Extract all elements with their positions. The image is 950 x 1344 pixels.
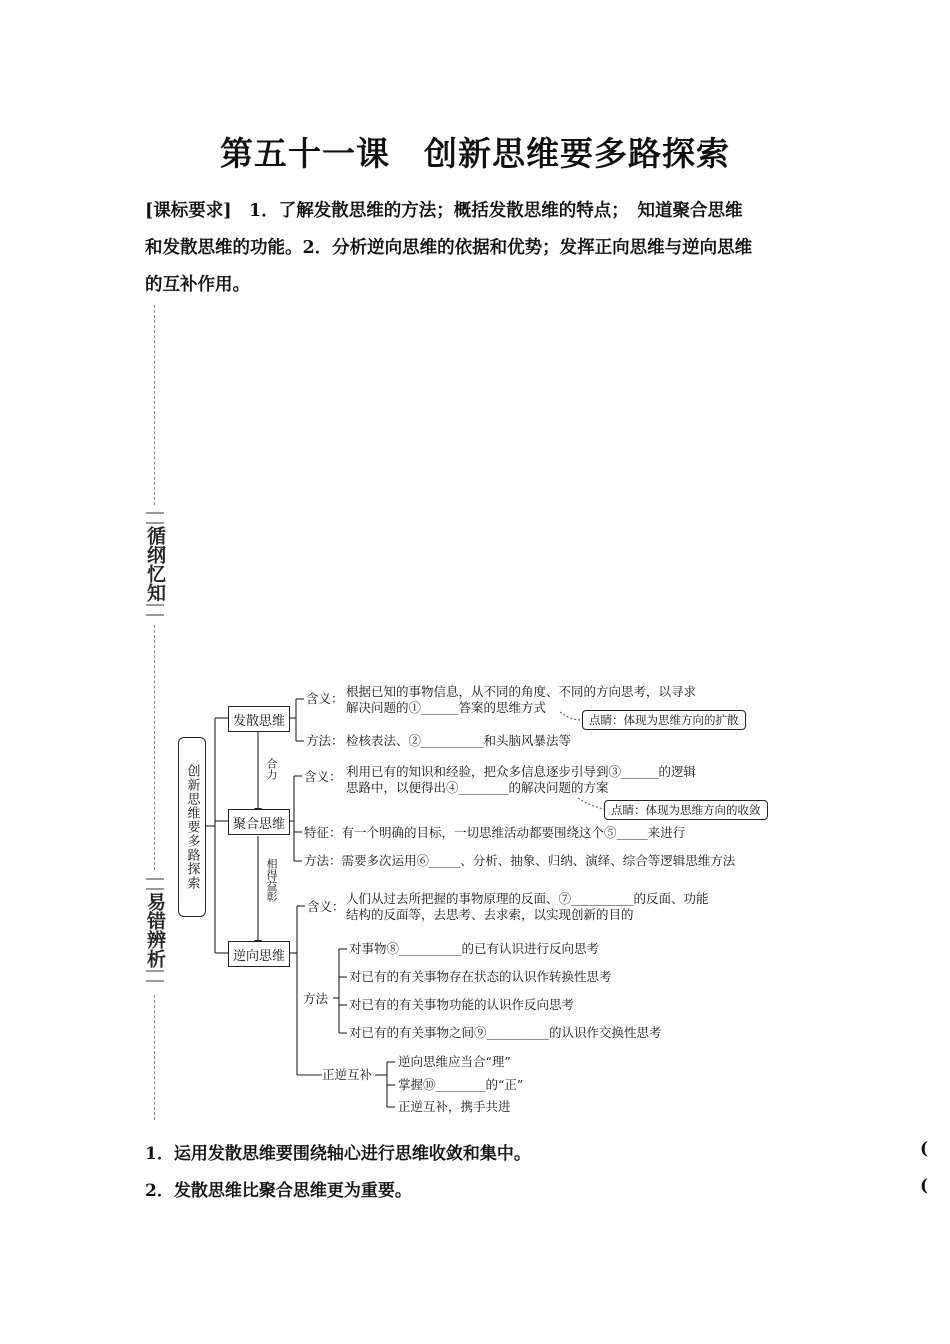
divergent-meaning-label: 含义： (306, 691, 344, 706)
convergent-meaning-label: 含义： (304, 769, 342, 784)
page-title: 第五十一课 创新思维要多路探索 (220, 134, 730, 173)
link-label-synergy: 合力 (265, 758, 278, 780)
reverse-meaning-line-1: 人们从过去所把握的事物原理的反面、⑦__________的反面、功能 (346, 891, 709, 906)
reverse-thinking-box: 逆向思维 (228, 941, 290, 967)
convergent-thinking-box: 聚合思维 (228, 809, 290, 835)
mindmap-root: 创新思维要多路探索 (178, 737, 206, 917)
reverse-method-4: 对已有的有关事物之间⑨__________的认识作交换性思考 (349, 1025, 662, 1040)
question-2: 2．发散思维比聚合思维更为重要。 (145, 1181, 412, 1201)
side-label-mistakes-text: 易错辨析 (144, 892, 166, 968)
divergent-meaning-line-1: 根据已知的事物信息，从不同的角度、不同的方向思考，以寻求 (346, 684, 697, 699)
link-label-complement: 相得益彰 (265, 858, 278, 902)
reverse-complement-1: 逆向思维应当合“理” (398, 1054, 511, 1069)
divergent-method: 检核表法、②__________和头脑风暴法等 (346, 733, 572, 748)
reverse-meaning-label: 含义： (307, 899, 345, 914)
reverse-method-2: 对已有的有关事物存在状态的认识作转换性思考 (349, 969, 612, 984)
convergent-feature: 特征：有一个明确的目标，一切思维活动都要围绕这个⑤_____来进行 (304, 825, 686, 840)
reverse-method-1: 对事物⑧__________的已有认识进行反向思考 (349, 941, 600, 956)
divergent-thinking-box: 发散思维 (228, 706, 290, 732)
question-1-answer-paren[interactable]: ( (920, 1139, 929, 1159)
convergent-method: 方法：需要多次运用⑥_____、分析、抽象、归纳、演绎、综合等逻辑思维方法 (304, 853, 736, 868)
convergent-hint: 点睛：体现为思维方向的收敛 (604, 800, 768, 820)
divergent-method-label: 方法： (306, 733, 344, 748)
question-1: 1．运用发散思维要围绕轴心进行思维收敛和集中。 (145, 1144, 531, 1164)
requirements-line-1: [课标要求] 1．了解发散思维的方法；概括发散思维的特点； 知道聚合思维 (145, 201, 743, 221)
reverse-complement-label: 正逆互补 (322, 1067, 373, 1082)
convergent-meaning-line-2: 思路中，以便得出④________的解决问题的方案 (346, 780, 609, 795)
question-2-answer-paren[interactable]: ( (920, 1176, 929, 1196)
side-label-review-text: 循纲忆知 (144, 526, 166, 602)
requirements-line-2: 和发散思维的功能。2．分析逆向思维的依据和优势；发挥正向思维与逆向思维 (145, 238, 753, 258)
convergent-meaning-line-1: 利用已有的知识和经验，把众多信息逐步引导到③______的逻辑 (346, 764, 697, 779)
reverse-complement-2: 掌握⑩________的“正” (398, 1077, 524, 1092)
reverse-meaning-line-2: 结构的反面等，去思考、去求索，以实现创新的目的 (346, 907, 634, 922)
requirements-line-3: 的互补作用。 (145, 275, 250, 295)
divergent-hint: 点睛：体现为思维方向的扩散 (582, 710, 746, 730)
reverse-complement-3: 正逆互补，携手共进 (398, 1099, 511, 1114)
reverse-method-label: 方法 (303, 991, 329, 1006)
divergent-meaning-line-2: 解决问题的①______答案的思维方式 (346, 700, 547, 715)
reverse-method-3: 对已有的有关事物功能的认识作反向思考 (349, 997, 575, 1012)
